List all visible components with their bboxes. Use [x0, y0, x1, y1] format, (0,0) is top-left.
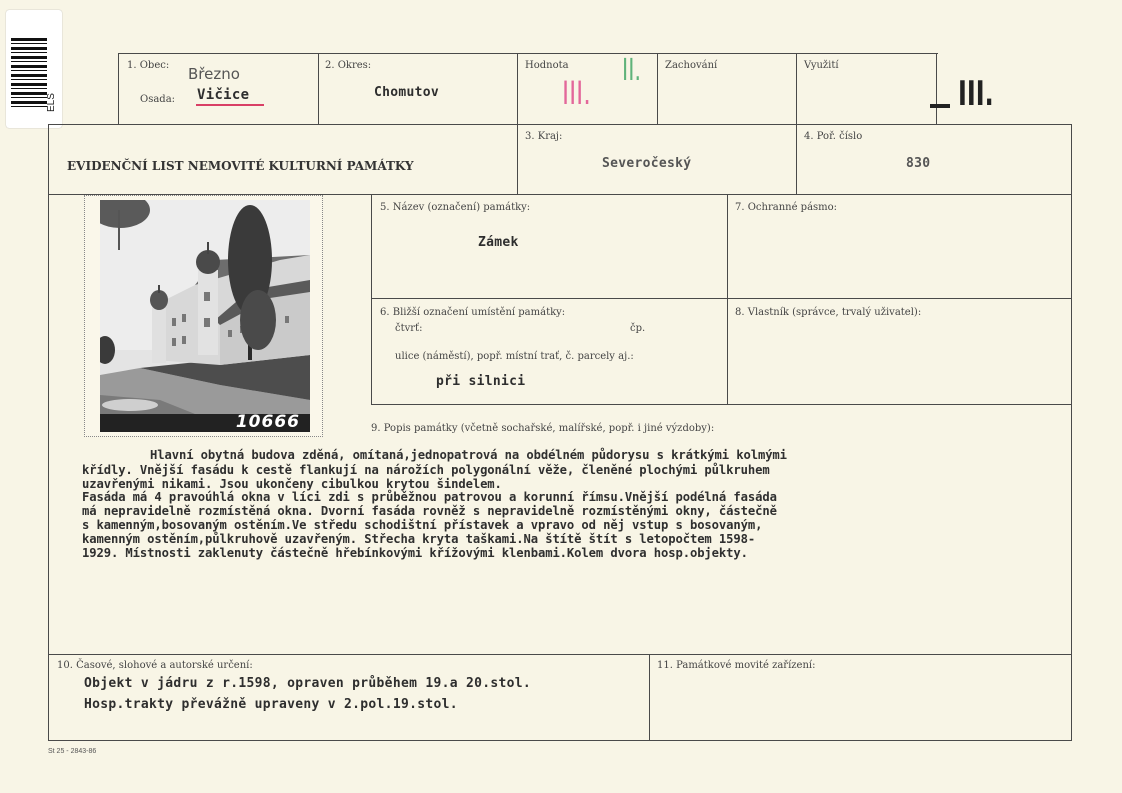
- popis-line: Fasáda má 4 pravoúhlá okna v líci zdi s průběžnou patrovou a korunní římsu.Vnější podélná fasáda: [82, 490, 777, 504]
- obec-label: 1. Obec:: [127, 60, 170, 71]
- hodnota-label: Hodnota: [525, 60, 569, 71]
- rule: [48, 654, 1072, 655]
- nazev-label: 5. Název (označení) památky:: [380, 202, 531, 213]
- popis-line: kamenným ostěním,půlkruhově uzavřeným. Střecha kryta taškami.Na štítě štít s letopočtem 1598-: [82, 532, 756, 546]
- rule: [371, 298, 1072, 299]
- popis-line: uzavřenými nikami. Jsou ukončeny cibulkou krytou šindelem.: [82, 477, 502, 491]
- hodnota-pink: III.: [562, 74, 591, 112]
- rule: [727, 194, 728, 404]
- hodnota-green: II.: [622, 53, 642, 88]
- okres-value: Chomutov: [374, 85, 440, 100]
- rule: [318, 53, 319, 125]
- popis-label: 9. Popis památky (včetně sochařské, malířské, popř. i jiné výzdoby):: [371, 423, 715, 434]
- umisteni-label: 6. Bližší označení umístění památky:: [380, 307, 566, 318]
- ctvrt-label: čtvrť:: [395, 323, 423, 334]
- kraj-value: Severočeský: [602, 156, 692, 171]
- zachovani-label: Zachování: [665, 60, 718, 71]
- rule: [1071, 124, 1072, 741]
- rule: [48, 740, 1072, 741]
- rule: [936, 53, 937, 125]
- barcode-sticker: [6, 10, 62, 128]
- vlastnik-label: 8. Vlastník (správce, trvalý uživatel):: [735, 307, 922, 318]
- casove-line: Hosp.trakty převážně upraveny v 2.pol.19.stol.: [84, 697, 458, 712]
- kraj-label: 3. Kraj:: [525, 131, 563, 142]
- rule: [371, 404, 1072, 405]
- vyuziti-value: III.: [958, 74, 994, 114]
- rule: [118, 53, 119, 125]
- vyuziti-label: Využití: [804, 60, 839, 71]
- movite-label: 11. Památkové movité zařízení:: [657, 660, 816, 671]
- obec-value: Březno: [188, 65, 240, 83]
- por-cislo-label: 4. Poř. číslo: [804, 131, 863, 142]
- rule: [649, 654, 650, 741]
- castle-photo: [100, 200, 310, 432]
- photo-number: 10666: [235, 412, 300, 432]
- casove-line: Objekt v jádru z r.1598, opraven průběhem 19.a 20.stol.: [84, 676, 531, 691]
- barcode-icon: [11, 38, 47, 108]
- popis-line: křídly. Vnější fasádu k cestě flankují na nárožích polygonální věže, členěné plochými půlkruhem: [82, 463, 770, 477]
- nazev-value: Zámek: [478, 235, 519, 250]
- form-title: EVIDENČNÍ LIST NEMOVITÉ KULTURNÍ PAMÁTKY: [67, 159, 414, 173]
- footer-code: St 25 - 2843-86: [48, 748, 97, 755]
- barcode-text: ELS: [46, 93, 57, 112]
- ochranne-pasmo-label: 7. Ochranné pásmo:: [735, 202, 838, 213]
- popis-line: Hlavní obytná budova zděná, omítaná,jednopatrová na obdélném půdorysu s krátkými kolmými: [150, 448, 787, 462]
- popis-line: s kamenným,bosovaným ostěním.Ve středu schodištní přístavek a vpravo od něj vstup s bosovaným,: [82, 518, 763, 532]
- osada-value: Vičice: [197, 87, 250, 103]
- okres-label: 2. Okres:: [325, 60, 372, 71]
- ulice-label: ulice (náměstí), popř. místní trať, č. parcely aj.:: [395, 351, 634, 362]
- rule: [118, 53, 938, 54]
- rule: [48, 124, 1072, 125]
- cp-label: čp.: [630, 323, 646, 334]
- rule: [657, 53, 658, 125]
- casove-label: 10. Časové, slohové a autorské určení:: [57, 660, 253, 671]
- osada-label: Osada:: [140, 94, 176, 105]
- umisteni-value: při silnici: [436, 374, 526, 389]
- rule: [48, 124, 49, 741]
- por-cislo-value: 830: [906, 156, 931, 171]
- rule: [371, 194, 372, 404]
- popis-line: 1929. Místnosti zaklenuty částečně hřebínkovými křížovými klenbami.Kolem dvora hosp.objekty.: [82, 546, 748, 560]
- dash-mark: [930, 104, 950, 108]
- popis-line: má nepravidelně rozmístěná okna. Dvorní fasáda rovněž s nepravidelně rozmístěnými okny, částečně: [82, 504, 777, 518]
- red-underline: [196, 104, 264, 106]
